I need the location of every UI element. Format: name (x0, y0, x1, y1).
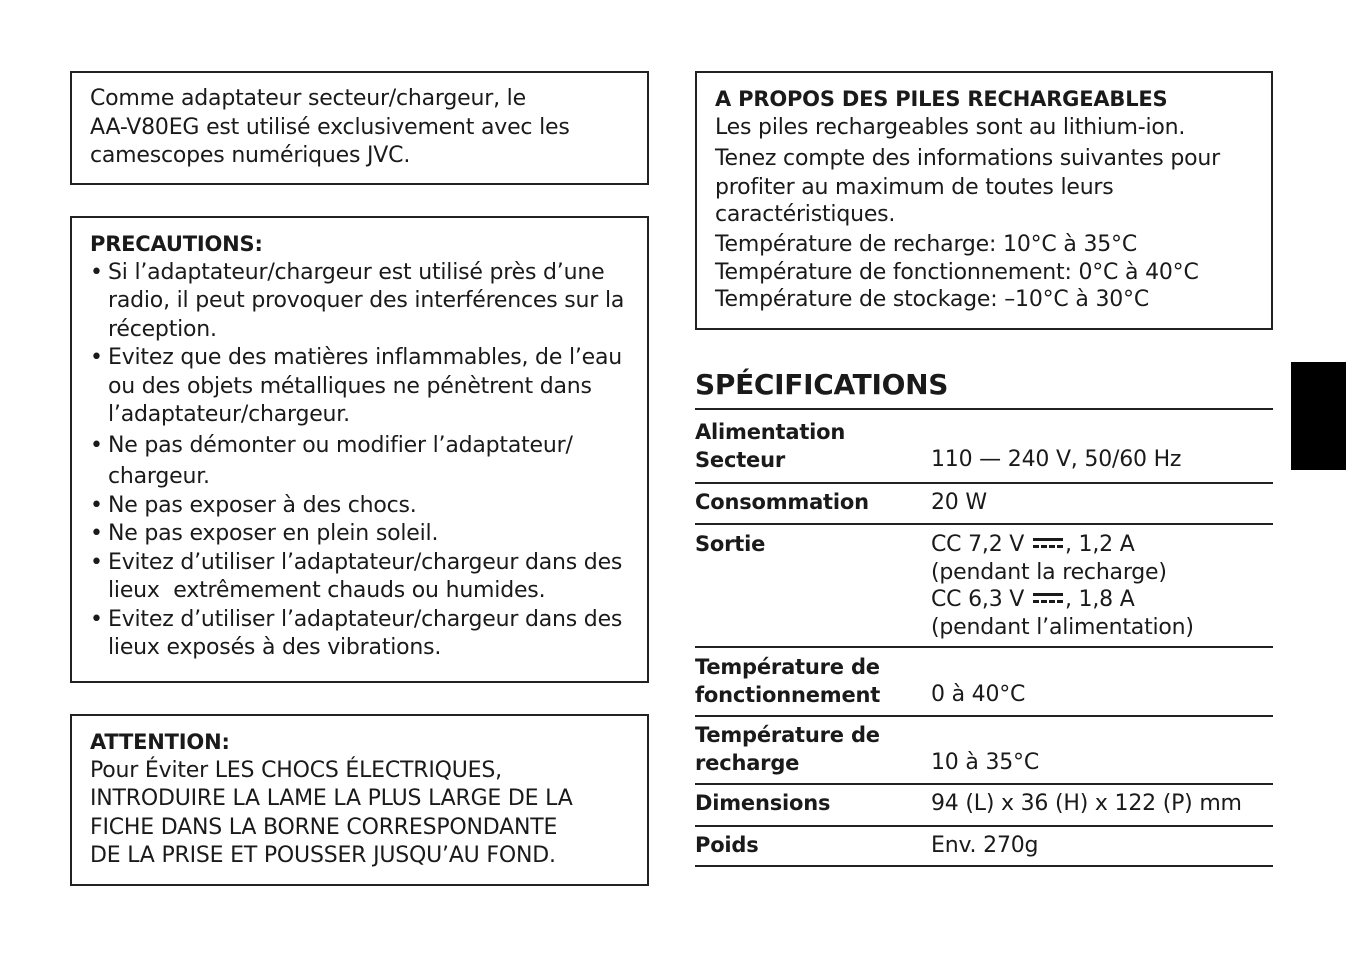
precaution-item (90, 606, 629, 663)
specifications-table (695, 408, 1273, 867)
batteries-advice-line: caractéristiques. (715, 201, 896, 227)
dc-symbol-icon (1033, 591, 1063, 605)
attention-line: DE LA PRISE ET POUSSER JUSQU’AU FOND. (90, 843, 556, 868)
precaution-line: l’adaptateur/chargeur. (108, 402, 350, 427)
precaution-line: Evitez d’utiliser l’adaptateur/chargeur dans des (108, 606, 623, 632)
precaution-line: Ne pas démonter ou modifier l’adaptateur/ (108, 432, 573, 458)
spec-label-line: fonctionnement (695, 682, 881, 707)
spec-value (931, 531, 1273, 646)
spec-label (695, 419, 931, 482)
spec-value-text: , 1,8 A (1064, 587, 1135, 612)
spec-value-text: (pendant l’alimentation) (931, 614, 1194, 640)
precautions-list (90, 259, 629, 663)
batteries-intro: Les piles rechargeables sont au lithium-ion. (715, 114, 1186, 140)
spec-row-temp-fonctionnement (695, 648, 1273, 717)
precaution-line: Ne pas exposer à des chocs. (108, 492, 417, 518)
spec-label-line: Température de (695, 655, 880, 679)
spec-row-consommation (695, 484, 1273, 525)
spec-value-text: (pendant la recharge) (931, 559, 1167, 585)
precaution-line: ou des objets métalliques ne pénètrent dans (108, 373, 592, 399)
spec-row-dimensions (695, 785, 1273, 827)
adapter-note-line: Comme adaptateur secteur/chargeur, le (90, 86, 526, 111)
adapter-note-line: AA-V80EG est utilisé exclusivement avec les (90, 114, 570, 140)
precaution-line: chargeur. (108, 463, 210, 489)
spec-value: 0 à 40°C (931, 682, 1026, 707)
spec-label: Dimensions (695, 791, 831, 815)
spec-value: Env. 270g (931, 833, 1039, 858)
dc-symbol-icon (1033, 536, 1063, 550)
spec-value: 20 W (931, 490, 987, 515)
batteries-temp-line: Température de stockage: –10°C à 30°C (715, 287, 1150, 312)
precaution-item (90, 492, 629, 521)
precaution-line: Si l’adaptateur/chargeur est utilisé près d’une (108, 259, 605, 285)
attention-line: FICHE DANS LA BORNE CORRESPONDANTE (90, 814, 558, 840)
attention-line: Pour Éviter LES CHOCS ÉLECTRIQUES, (90, 757, 502, 783)
precaution-line: lieux exposés à des vibrations. (108, 635, 442, 660)
attention-line: INTRODUIRE LA LAME LA PLUS LARGE DE LA (90, 786, 573, 811)
attention-box (70, 714, 649, 886)
spec-value-text: , 1,2 A (1064, 532, 1135, 557)
precaution-line: Evitez que des matières inflammables, de l’eau (108, 345, 623, 370)
spec-label-line: recharge (695, 750, 800, 775)
spec-label (695, 654, 931, 715)
precaution-line: réception. (108, 316, 217, 342)
spec-row-temp-recharge (695, 717, 1273, 785)
spec-value: 10 à 35°C (931, 750, 1040, 775)
batteries-box (695, 71, 1273, 330)
precaution-item (90, 520, 629, 549)
precaution-line: lieux extrêmement chauds ou humides. (108, 578, 546, 603)
spec-value: 94 (L) x 36 (H) x 122 (P) mm (931, 791, 1242, 816)
batteries-temp-line: Température de recharge: 10°C à 35°C (715, 231, 1138, 257)
spec-label: Poids (695, 833, 759, 857)
section-tab-marker (1291, 362, 1346, 470)
precautions-box (70, 216, 649, 683)
batteries-temp-line: Température de fonctionnement: 0°C à 40°C (715, 260, 1199, 285)
precaution-line: radio, il peut provoquer des interférences sur la (108, 288, 625, 313)
batteries-advice-line: profiter au maximum de toutes leurs (715, 174, 1114, 200)
spec-row-alimentation (695, 410, 1273, 484)
precaution-item (90, 259, 629, 345)
spec-label-line: Température de (695, 723, 880, 747)
batteries-title: A PROPOS DES PILES RECHARGEABLES (715, 87, 1168, 111)
batteries-advice-line: Tenez compte des informations suivantes pour (715, 146, 1220, 171)
specifications-heading: SPÉCIFICATIONS (695, 368, 949, 401)
spec-row-poids (695, 827, 1273, 867)
precautions-title: PRECAUTIONS: (90, 232, 263, 256)
precaution-item (90, 344, 629, 430)
spec-value-text: CC 6,3 V (931, 587, 1025, 612)
spec-row-sortie (695, 525, 1273, 648)
precaution-line: Ne pas exposer en plein soleil. (108, 521, 439, 546)
spec-label: Sortie (695, 532, 766, 556)
spec-label: Consommation (695, 490, 869, 514)
precaution-item (90, 430, 629, 492)
spec-label (695, 722, 931, 783)
spec-value: 110 — 240 V, 50/60 Hz (931, 447, 1182, 472)
adapter-note-box (70, 71, 649, 185)
spec-label-line: Secteur (695, 447, 786, 472)
precaution-line: Evitez d’utiliser l’adaptateur/chargeur dans des (108, 549, 623, 575)
spec-value-text: CC 7,2 V (931, 532, 1025, 557)
attention-title: ATTENTION: (90, 730, 230, 754)
spec-label-line: Alimentation (695, 420, 846, 444)
precaution-item (90, 549, 629, 606)
adapter-note-line: camescopes numériques JVC. (90, 143, 411, 168)
